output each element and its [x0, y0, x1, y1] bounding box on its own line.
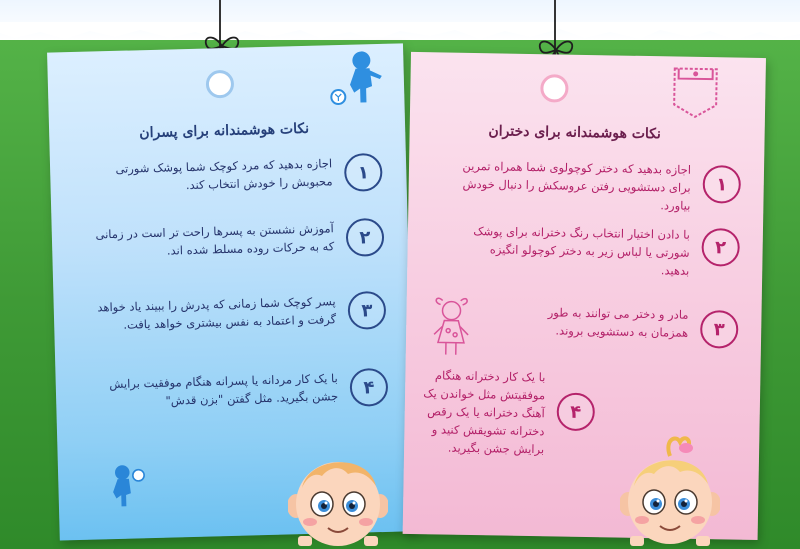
tip-text: پسر کوچک شما زمانی که پدرش را ببیند یاد خواهد گرفت و اعتماد به نفس بیشتری خواهد یافت. — [97, 294, 337, 332]
card-hole — [206, 70, 235, 99]
boys-tip-2 — [72, 214, 393, 272]
girls-tip-3 — [486, 298, 747, 353]
tip-number-badge: ۳ — [700, 310, 739, 349]
baby-girl-face-icon — [620, 432, 720, 546]
tip-text: آموزش نشستن به پسرها راحت تر است در زمانی که به حرکات روده مسلط شده اند. — [95, 221, 335, 258]
girls-card-title: نکات هوشمندانه برای دختران — [488, 123, 662, 143]
boy-football-silhouette-icon — [98, 462, 149, 513]
tip-text: اجازه بدهید که دختر کوچولوی شما همراه تمرین برای دستشویی رفتن عروسکش را دنبال خودش بیاورد. — [462, 158, 692, 213]
tip-number-badge: ۲ — [346, 218, 385, 257]
tip-text: با یک کار مردانه یا پسرانه هنگام موفقیت برایش جشن بگیرید. مثل گفتن "بزن قدش" — [109, 371, 339, 408]
tip-number-badge: ۱ — [344, 153, 383, 192]
tip-text: اجازه بدهید که مرد کوچک شما پوشک شورتی محبوبش را خودش انتخاب کند. — [115, 156, 333, 193]
boy-football-silhouette-icon — [325, 48, 389, 112]
girls-tip-1 — [428, 152, 749, 213]
boys-tip-3 — [73, 287, 394, 345]
boys-tip-1 — [70, 149, 391, 207]
tip-number-badge: ۱ — [702, 165, 741, 204]
tip-number-badge: ۳ — [347, 291, 386, 330]
girls-tip-2 — [427, 217, 748, 278]
card-hole — [540, 74, 568, 102]
tip-number-badge: ۴ — [556, 393, 595, 432]
boys-card-title: نکات هوشمندانه برای پسران — [139, 120, 310, 142]
tip-number-badge: ۴ — [349, 368, 388, 407]
tip-text: با دادن اختیار انتخاب رنگ دخترانه برای پوشک شورتی یا لباس زیر به دختر کوچولو انگیزه بدهید. — [473, 224, 690, 278]
tip-text: مادر و دختر می توانند به طور همزمان به دستشویی بروند. — [547, 305, 689, 340]
tip-text: با یک کار دخترانه هنگام موفقیتش مثل خواندن یک آهنگ دخترانه یا یک رقص دخترانه تشویقش کنید و برایش جشن بگیرید. — [423, 368, 546, 457]
tip-number-badge: ۲ — [701, 228, 740, 267]
boys-tip-4 — [75, 364, 396, 422]
girl-doll-icon — [428, 292, 475, 361]
baby-boy-face-icon — [288, 448, 388, 546]
pants-pocket-icon — [670, 64, 721, 121]
